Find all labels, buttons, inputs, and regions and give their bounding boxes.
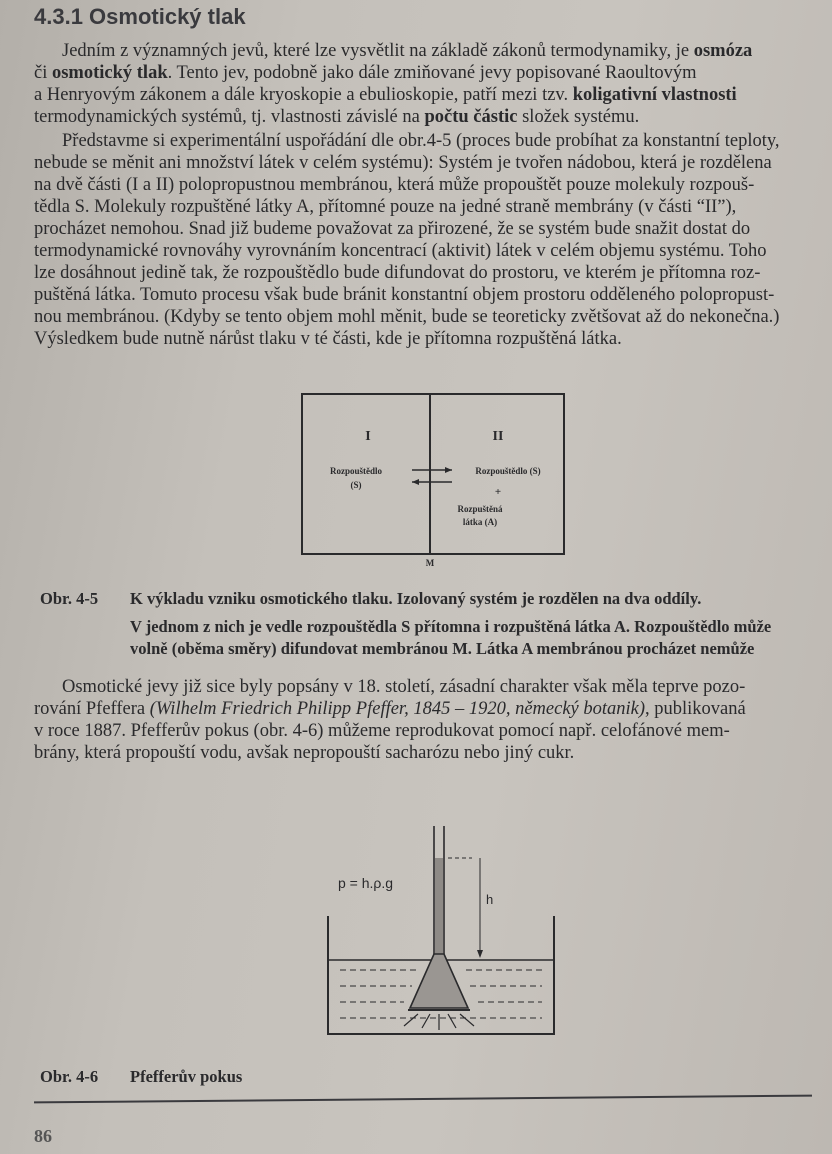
figure-pfeffer-experiment bbox=[320, 820, 560, 1040]
section-heading: 4.3.1 Osmotický tlak bbox=[34, 4, 246, 29]
text-line: v roce 1887. Pfefferův pokus (obr. 4-6) můžeme reprodukovat pomocí např. celofánové mem- bbox=[34, 721, 730, 741]
text-line bbox=[34, 106, 814, 128]
compartment-label-II: II bbox=[492, 429, 504, 444]
text-span: termodynamických systémů, tj. vlastnosti závislé na bbox=[34, 107, 425, 127]
text-line: Osmotické jevy již sice byly popsány v 18. století, zásadní charakter však měla teprve pozo- bbox=[62, 677, 746, 697]
text-line: termodynamické rovnováhy vyrovnáním koncentrací (aktivit) látek v celém objemu systému. Toho bbox=[34, 241, 767, 261]
solvent-symbol-left: (S) bbox=[350, 480, 362, 490]
text-line: nou membránou. (Kdyby se tento objem mohl měnit, bude se teoreticky zvětšovat až do nekonečna.) bbox=[34, 307, 780, 327]
text-line bbox=[34, 84, 814, 106]
bold-term: koligativní vlastnosti bbox=[572, 85, 737, 105]
membrane-label: M bbox=[425, 558, 435, 568]
text-span: složek systému. bbox=[517, 107, 640, 127]
text-span: či bbox=[34, 63, 52, 83]
text-line: lze dosáhnout jedině tak, že rozpouštědlo bude difundovat do prostoru, ve kterém je přítomna roz- bbox=[34, 263, 761, 283]
caption-number: Obr. 4-6 bbox=[40, 1067, 99, 1086]
compartment-label-I: I bbox=[365, 429, 371, 444]
text-line: procházet nemohou. Snad již budeme považovat za přirozené, že se systém bude snažit dostat do bbox=[34, 219, 751, 239]
text-line bbox=[34, 62, 814, 84]
bold-term: osmotický tlak bbox=[51, 63, 168, 83]
solute-label: Rozpuštěná bbox=[457, 504, 503, 514]
text-line: tědla S. Molekuly rozpuštěné látky A, přítomné pouze na jedné straně membrány (v části “II”), bbox=[34, 197, 737, 217]
solvent-label-left: Rozpouštědlo bbox=[329, 466, 383, 476]
bold-term: počtu částic bbox=[424, 107, 518, 127]
text-span: , publikovaná bbox=[645, 699, 746, 719]
caption-text: volně (oběma směry) difundovat membránou M. Látka A membránou procházet nemůže bbox=[130, 639, 755, 658]
figure-1-caption bbox=[40, 588, 820, 610]
text-span: . Tento jev, podobně jako dále zmiňované jevy popisované Raoultovým bbox=[167, 63, 697, 83]
arrow-right-head bbox=[445, 467, 452, 473]
caption-number: Obr. 4-5 bbox=[40, 589, 99, 608]
italic-text: (Wilhelm Friedrich Philipp Pfeffer, 1845 – 1920, německý botanik) bbox=[149, 699, 646, 719]
solute-symbol: látka (A) bbox=[462, 517, 498, 527]
text-line: Výsledkem bude nutně nárůst tlaku v té části, kde je přítomna rozpuštěná látka. bbox=[34, 329, 622, 349]
arrow-left-head bbox=[412, 479, 419, 485]
funnel-with-solution bbox=[410, 954, 468, 1008]
page-number: 86 bbox=[34, 1126, 52, 1146]
text-line bbox=[34, 40, 814, 62]
height-arrow-head bbox=[477, 950, 483, 958]
text-line: puštěná látka. Tomuto procesu však bude bránit konstantní objem prostoru odděleného polopropust- bbox=[34, 285, 775, 305]
inflow-arrows bbox=[404, 1014, 474, 1030]
paragraph-2 bbox=[34, 130, 814, 350]
text-line: nebude se měnit ani množství látek v celém systému): Systém je tvořen nádobou, která je rozdělena bbox=[34, 153, 772, 173]
figure-osmosis-diagram bbox=[300, 392, 566, 568]
paragraph-3 bbox=[34, 676, 814, 764]
paragraph-1 bbox=[34, 40, 814, 128]
tube-liquid-column bbox=[435, 858, 443, 956]
text-span: rování Pfeffera bbox=[34, 699, 150, 719]
bold-term: osmóza bbox=[693, 41, 753, 61]
caption-text: K výkladu vzniku osmotického tlaku. Izolovaný systém je rozdělen na dva oddíly. bbox=[130, 589, 702, 608]
text-line: na dvě části (I a II) polopropustnou membránou, která může propouštět pouze molekuly rozpouš- bbox=[34, 175, 755, 195]
text-span: a Henryovým zákonem a dále kryoskopie a ebulioskopie, patří mezi tzv. bbox=[34, 85, 573, 105]
caption-text: Pfefferův pokus bbox=[130, 1067, 243, 1086]
text-span: Jedním z významných jevů, které lze vysvětlit na základě zákonů termodynamiky, je bbox=[62, 41, 694, 61]
figure-1-caption-continued bbox=[130, 616, 820, 660]
text-line bbox=[34, 698, 814, 720]
footer-rule bbox=[34, 1095, 812, 1104]
text-line: Představme si experimentální uspořádání dle obr.4-5 (proces bude probíhat za konstantní teploty, bbox=[62, 131, 780, 151]
pressure-formula: p = h.ρ.g bbox=[338, 875, 394, 891]
text-line: brány, která propouští vodu, avšak nepropouští sacharózu nebo jiný cukr. bbox=[34, 743, 575, 763]
plus-sign: + bbox=[494, 486, 502, 498]
caption-text: V jednom z nich je vedle rozpouštědla S přítomna i rozpuštěná látka A. Rozpouštědlo může bbox=[130, 617, 772, 636]
figure-2-caption bbox=[40, 1066, 242, 1088]
solvent-label-right: Rozpouštědlo (S) bbox=[475, 466, 541, 476]
height-label: h bbox=[486, 892, 494, 907]
